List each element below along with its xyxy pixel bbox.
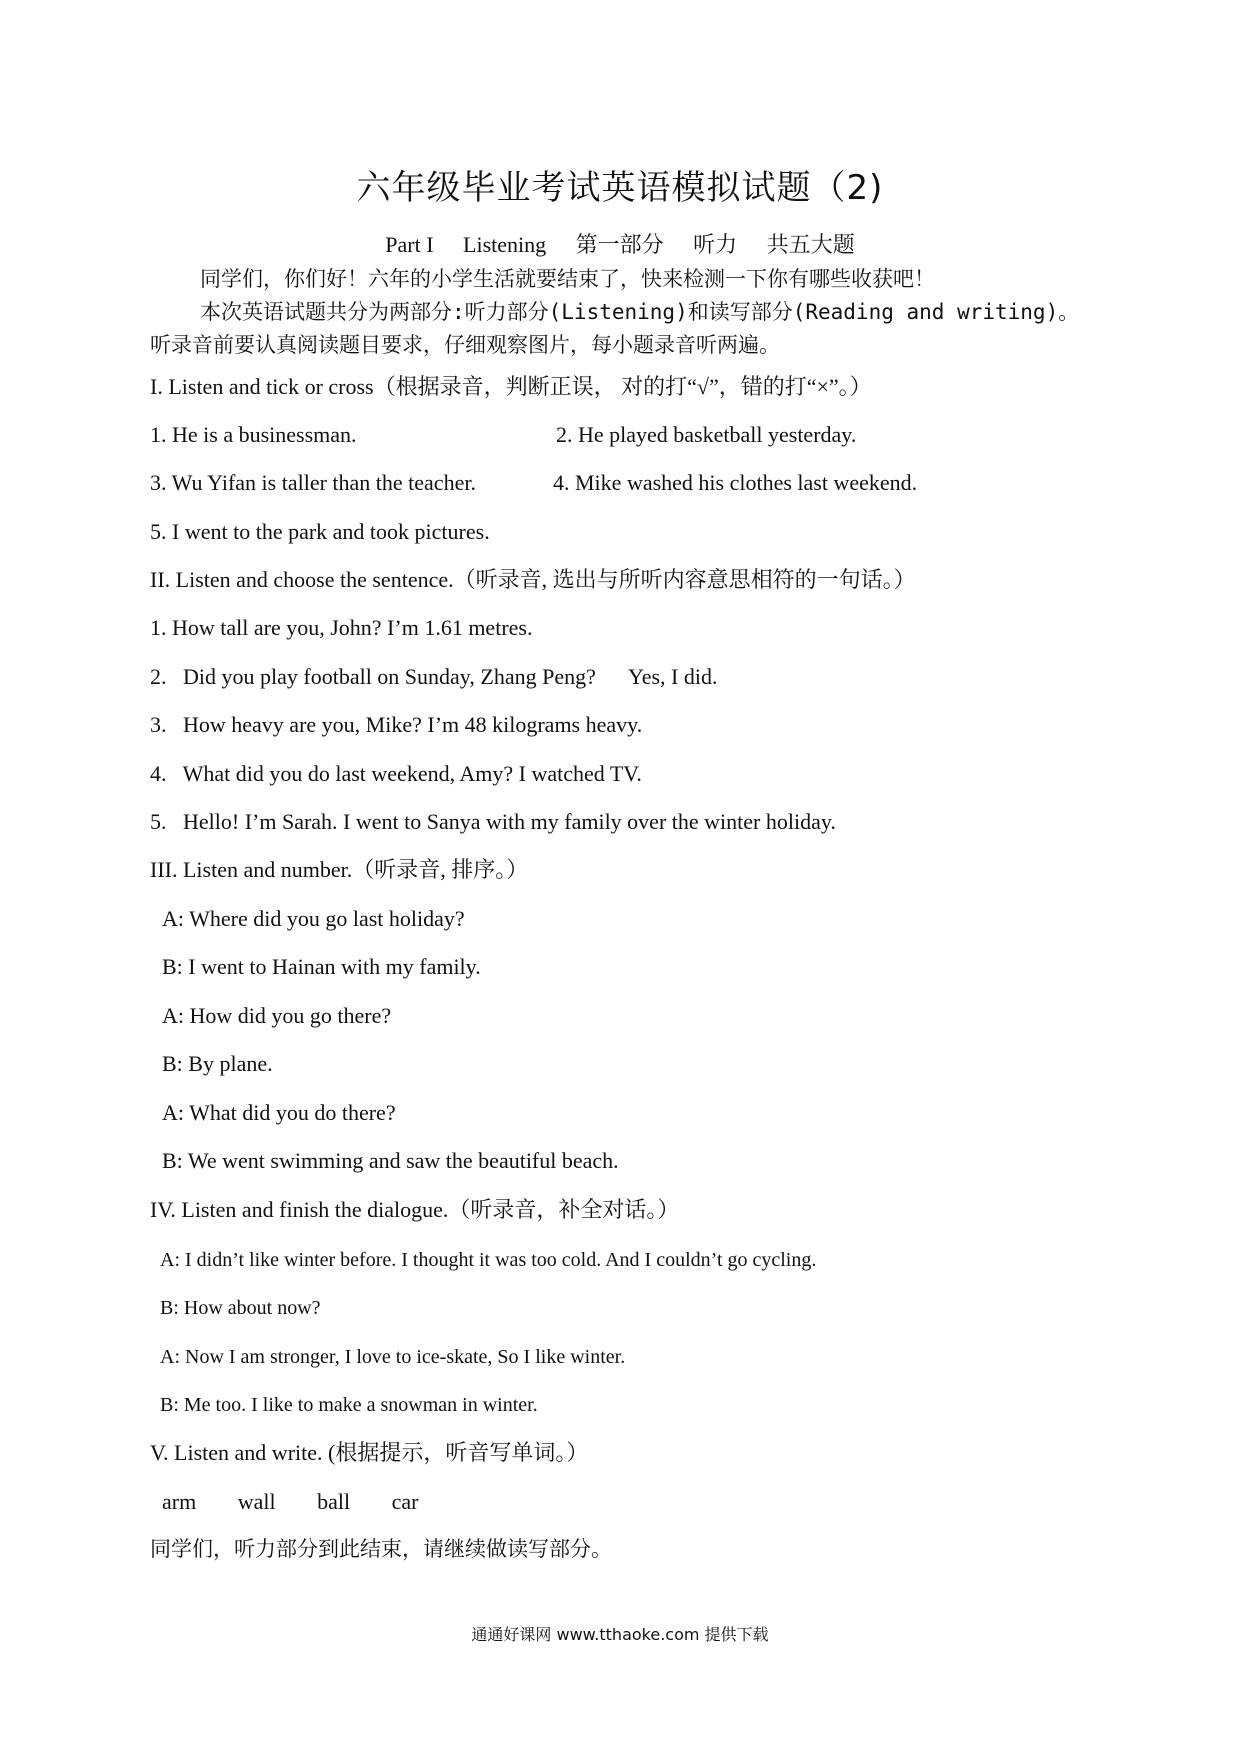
- intro-line-3: 听录音前要认真阅读题目要求，仔细观察图片，每小题录音听两遍。: [150, 333, 780, 357]
- footer-credit: 通通好课网 www.tthaoke.com 提供下载: [471, 1625, 769, 1644]
- section4-heading: IV. Listen and finish the dialogue.（听录音，补全对话。）: [150, 1197, 680, 1222]
- section2-item-1: 1. How tall are you, John? I’m 1.61 metres.: [150, 615, 533, 640]
- part-label: Part I: [385, 232, 434, 257]
- section1-item-5: 5. I went to the park and took pictures.: [150, 519, 490, 544]
- intro-line-2: 本次英语试题共分为两部分:听力部分(Listening)和读写部分(Reading and writing)。: [200, 300, 1080, 324]
- section3-heading: III. Listen and number.（听录音, 排序。）: [150, 857, 529, 882]
- cn-part-label: 第一部分: [575, 233, 664, 258]
- word-ball: ball: [317, 1489, 351, 1514]
- section3-item-6: B: We went swimming and saw the beautiful beach.: [162, 1148, 619, 1173]
- section3-item-3: A: How did you go there?: [162, 1003, 392, 1028]
- cn-count-label: 共五大题: [766, 233, 855, 258]
- section5-word-list: [162, 1489, 454, 1515]
- section5-heading: V. Listen and write. (根据提示，听音写单词。）: [150, 1440, 589, 1465]
- section2-item-4: 4. What did you do last weekend, Amy? I watched TV.: [150, 761, 642, 786]
- section3-item-5: A: What did you do there?: [162, 1100, 396, 1125]
- section4-item-3: A: Now I am stronger, I love to ice-skate, So I like winter.: [160, 1346, 626, 1368]
- word-arm: arm: [162, 1489, 197, 1514]
- word-wall: wall: [237, 1489, 276, 1514]
- section1-heading: I. Listen and tick or cross（根据录音，判断正误， 对的打“√”，错的打“×”。）: [150, 374, 872, 399]
- listening-label: Listening: [463, 232, 547, 257]
- section1-item-3: 3. Wu Yifan is taller than the teacher.: [150, 470, 476, 495]
- word-car: car: [391, 1489, 419, 1514]
- section4-item-1: A: I didn’t like winter before. I thought it was too cold. And I couldn’t go cycling.: [160, 1249, 817, 1271]
- section2-item-5: 5. Hello! I’m Sarah. I went to Sanya with my family over the winter holiday.: [150, 809, 836, 834]
- section4-item-2: B: How about now?: [160, 1297, 321, 1319]
- section2-item-3: 3. How heavy are you, Mike? I’m 48 kilograms heavy.: [150, 712, 643, 737]
- section3-item-1: A: Where did you go last holiday?: [162, 906, 465, 931]
- closing-note: 同学们，听力部分到此结束，请继续做读写部分。: [150, 1537, 612, 1561]
- section3-item-4: B: By plane.: [162, 1051, 273, 1076]
- section3-item-2: B: I went to Hainan with my family.: [162, 954, 481, 979]
- section2-heading: II. Listen and choose the sentence.（听录音, 选出与所听内容意思相符的一句话。）: [150, 567, 916, 592]
- part-subtitle: [0, 228, 1240, 259]
- intro-line-1: 同学们，你们好！六年的小学生活就要结束了，快来检测一下你有哪些收获吧！: [200, 267, 935, 291]
- section1-item-1: 1. He is a businessman.: [150, 422, 357, 447]
- page-title: 六年级毕业考试英语模拟试题（2): [356, 168, 884, 208]
- cn-listen-label: 听力: [693, 233, 738, 258]
- section4-item-4: B: Me too. I like to make a snowman in winter.: [160, 1394, 538, 1416]
- section1-item-4: 4. Mike washed his clothes last weekend.: [553, 470, 918, 495]
- section2-item-2: 2. Did you play football on Sunday, Zhang Peng? Yes, I did.: [150, 664, 718, 689]
- section1-item-2: 2. He played basketball yesterday.: [556, 422, 857, 447]
